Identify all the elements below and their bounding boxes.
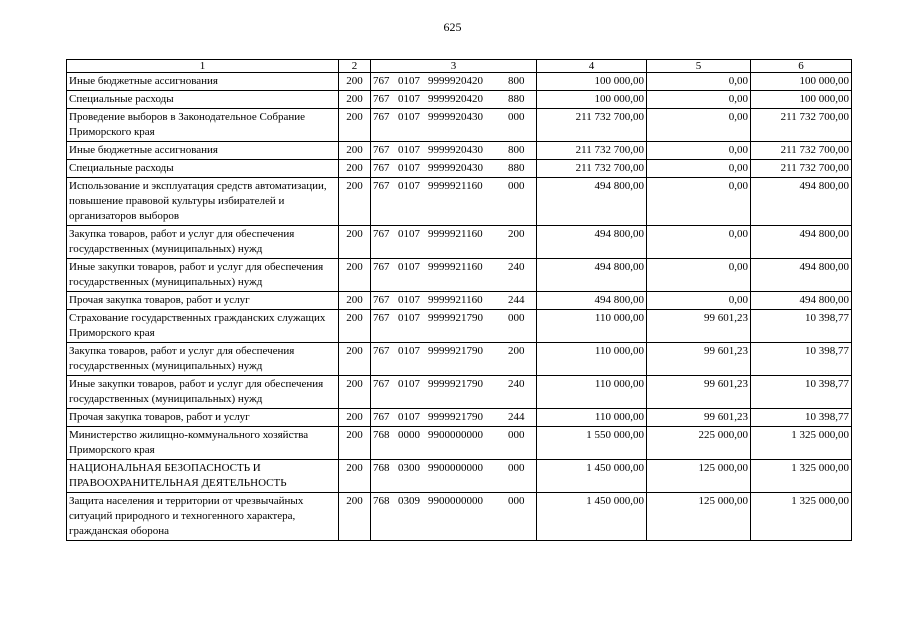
row-amount-6: 10 398,77	[751, 409, 852, 427]
table-row	[67, 226, 852, 259]
row-amount-5: 0,00	[647, 109, 751, 142]
row-amount-6: 100 000,00	[751, 91, 852, 109]
code-ministry: 767	[373, 93, 390, 105]
code-section: 0107	[398, 93, 420, 105]
row-col2: 200	[339, 427, 371, 460]
table-row	[67, 259, 852, 292]
table-row	[67, 91, 852, 109]
code-ministry: 768	[373, 429, 390, 441]
row-col2: 200	[339, 310, 371, 343]
row-name: Проведение выборов в Законодательное Собрание Приморского края	[67, 109, 339, 142]
row-amount-6: 10 398,77	[751, 343, 852, 376]
row-amount-4: 1 450 000,00	[537, 493, 647, 541]
row-col2: 200	[339, 376, 371, 409]
table-row	[67, 427, 852, 460]
row-amount-4: 110 000,00	[537, 310, 647, 343]
row-amount-5: 0,00	[647, 142, 751, 160]
code-kind: 000	[508, 429, 525, 441]
row-code	[371, 310, 537, 343]
code-ministry: 767	[373, 294, 390, 306]
table-body	[67, 60, 852, 541]
code-target: 9999920420	[428, 75, 483, 87]
header-cell-1: 1	[67, 60, 339, 73]
page-number: 625	[443, 20, 462, 34]
table-row	[67, 109, 852, 142]
row-name: Специальные расходы	[67, 160, 339, 178]
row-amount-6: 1 325 000,00	[751, 427, 852, 460]
row-amount-5: 225 000,00	[647, 427, 751, 460]
row-amount-4: 1 450 000,00	[537, 460, 647, 493]
row-code	[371, 292, 537, 310]
table-row	[67, 292, 852, 310]
row-amount-5: 0,00	[647, 160, 751, 178]
row-col2: 200	[339, 259, 371, 292]
code-target: 9999920430	[428, 111, 483, 123]
row-col2: 200	[339, 73, 371, 91]
row-amount-4: 211 732 700,00	[537, 160, 647, 178]
row-name: Министерство жилищно-коммунального хозяйства Приморского края	[67, 427, 339, 460]
code-kind: 240	[508, 378, 525, 390]
header-cell-6: 6	[751, 60, 852, 73]
row-amount-5: 0,00	[647, 226, 751, 259]
code-kind: 880	[508, 93, 525, 105]
header-cell-2: 2	[339, 60, 371, 73]
code-section: 0107	[398, 411, 420, 423]
row-col2: 200	[339, 292, 371, 310]
header-row	[67, 60, 852, 73]
row-amount-5: 0,00	[647, 292, 751, 310]
code-ministry: 767	[373, 228, 390, 240]
table-row	[67, 409, 852, 427]
row-amount-5: 99 601,23	[647, 376, 751, 409]
code-ministry: 767	[373, 180, 390, 192]
code-target: 9999921160	[428, 294, 483, 306]
row-name: Прочая закупка товаров, работ и услуг	[67, 409, 339, 427]
row-amount-6: 10 398,77	[751, 310, 852, 343]
code-ministry: 767	[373, 144, 390, 156]
code-target: 9900000000	[428, 429, 483, 441]
row-amount-6: 1 325 000,00	[751, 460, 852, 493]
code-target: 9999920430	[428, 162, 483, 174]
row-name: Прочая закупка товаров, работ и услуг	[67, 292, 339, 310]
row-amount-4: 1 550 000,00	[537, 427, 647, 460]
code-target: 9900000000	[428, 462, 483, 474]
row-amount-5: 0,00	[647, 73, 751, 91]
code-kind: 000	[508, 462, 525, 474]
code-section: 0107	[398, 378, 420, 390]
code-section: 0107	[398, 294, 420, 306]
code-target: 9999921160	[428, 180, 483, 192]
row-code	[371, 376, 537, 409]
code-section: 0107	[398, 228, 420, 240]
code-section: 0107	[398, 144, 420, 156]
row-col2: 200	[339, 178, 371, 226]
code-kind: 240	[508, 261, 525, 273]
row-col2: 200	[339, 226, 371, 259]
row-code	[371, 343, 537, 376]
table-row	[67, 343, 852, 376]
code-kind: 000	[508, 312, 525, 324]
row-amount-4: 494 800,00	[537, 178, 647, 226]
row-code	[371, 427, 537, 460]
code-kind: 200	[508, 345, 525, 357]
code-ministry: 767	[373, 111, 390, 123]
table-row	[67, 160, 852, 178]
header-cell-4: 4	[537, 60, 647, 73]
code-ministry: 768	[373, 462, 390, 474]
row-amount-4: 211 732 700,00	[537, 142, 647, 160]
row-name: Защита населения и территории от чрезвычайных ситуаций природного и техногенного характера, гражданская оборона	[67, 493, 339, 541]
row-col2: 200	[339, 142, 371, 160]
code-section: 0300	[398, 462, 420, 474]
row-amount-4: 494 800,00	[537, 259, 647, 292]
table-row	[67, 376, 852, 409]
code-target: 9999921790	[428, 312, 483, 324]
row-amount-5: 125 000,00	[647, 493, 751, 541]
code-section: 0309	[398, 495, 420, 507]
code-section: 0107	[398, 261, 420, 273]
code-kind: 244	[508, 294, 525, 306]
row-code	[371, 178, 537, 226]
code-ministry: 768	[373, 495, 390, 507]
row-code	[371, 259, 537, 292]
row-amount-4: 100 000,00	[537, 73, 647, 91]
table-row	[67, 73, 852, 91]
row-col2: 200	[339, 160, 371, 178]
table-row	[67, 460, 852, 493]
header-cell-5: 5	[647, 60, 751, 73]
row-code	[371, 73, 537, 91]
row-amount-4: 494 800,00	[537, 226, 647, 259]
code-kind: 000	[508, 180, 525, 192]
code-target: 9999920430	[428, 144, 483, 156]
code-target: 9999921790	[428, 345, 483, 357]
row-amount-5: 0,00	[647, 178, 751, 226]
code-ministry: 767	[373, 261, 390, 273]
code-kind: 200	[508, 228, 525, 240]
code-target: 9999921790	[428, 411, 483, 423]
row-code	[371, 493, 537, 541]
row-code	[371, 226, 537, 259]
row-amount-6: 1 325 000,00	[751, 493, 852, 541]
row-col2: 200	[339, 109, 371, 142]
code-kind: 800	[508, 75, 525, 87]
row-name: Иные закупки товаров, работ и услуг для обеспечения государственных (муниципальных) нужд	[67, 376, 339, 409]
row-name: Специальные расходы	[67, 91, 339, 109]
row-amount-6: 211 732 700,00	[751, 142, 852, 160]
row-amount-6: 211 732 700,00	[751, 160, 852, 178]
code-kind: 880	[508, 162, 525, 174]
row-amount-4: 110 000,00	[537, 409, 647, 427]
code-kind: 244	[508, 411, 525, 423]
row-amount-6: 494 800,00	[751, 178, 852, 226]
table-row	[67, 310, 852, 343]
row-amount-5: 99 601,23	[647, 409, 751, 427]
row-amount-6: 494 800,00	[751, 292, 852, 310]
row-amount-5: 0,00	[647, 91, 751, 109]
code-section: 0107	[398, 312, 420, 324]
row-code	[371, 142, 537, 160]
row-name: Иные закупки товаров, работ и услуг для обеспечения государственных (муниципальных) нужд	[67, 259, 339, 292]
table-row	[67, 493, 852, 541]
code-section: 0107	[398, 162, 420, 174]
row-amount-4: 100 000,00	[537, 91, 647, 109]
row-col2: 200	[339, 91, 371, 109]
code-ministry: 767	[373, 312, 390, 324]
row-amount-6: 494 800,00	[751, 259, 852, 292]
row-name: Закупка товаров, работ и услуг для обеспечения государственных (муниципальных) нужд	[67, 343, 339, 376]
code-section: 0107	[398, 180, 420, 192]
row-name: Страхование государственных гражданских служащих Приморского края	[67, 310, 339, 343]
code-ministry: 767	[373, 411, 390, 423]
row-amount-6: 100 000,00	[751, 73, 852, 91]
row-amount-5: 0,00	[647, 259, 751, 292]
row-code	[371, 460, 537, 493]
row-name: Использование и эксплуатация средств автоматизации, повышение правовой культуры избирателей и организаторов выборов	[67, 178, 339, 226]
row-col2: 200	[339, 460, 371, 493]
code-ministry: 767	[373, 75, 390, 87]
row-amount-6: 10 398,77	[751, 376, 852, 409]
code-section: 0107	[398, 75, 420, 87]
row-name: Закупка товаров, работ и услуг для обеспечения государственных (муниципальных) нужд	[67, 226, 339, 259]
row-code	[371, 91, 537, 109]
row-amount-4: 110 000,00	[537, 376, 647, 409]
code-ministry: 767	[373, 162, 390, 174]
row-code	[371, 409, 537, 427]
row-name: Иные бюджетные ассигнования	[67, 142, 339, 160]
row-amount-4: 110 000,00	[537, 343, 647, 376]
row-amount-4: 494 800,00	[537, 292, 647, 310]
code-kind: 800	[508, 144, 525, 156]
table-row	[67, 142, 852, 160]
row-code	[371, 160, 537, 178]
code-kind: 000	[508, 111, 525, 123]
row-code	[371, 109, 537, 142]
budget-table	[66, 59, 852, 541]
code-kind: 000	[508, 495, 525, 507]
code-ministry: 767	[373, 345, 390, 357]
row-col2: 200	[339, 409, 371, 427]
row-amount-6: 211 732 700,00	[751, 109, 852, 142]
header-cell-3: 3	[371, 60, 537, 73]
code-target: 9999921160	[428, 228, 483, 240]
code-ministry: 767	[373, 378, 390, 390]
row-col2: 200	[339, 493, 371, 541]
table-row	[67, 178, 852, 226]
code-target: 9999921160	[428, 261, 483, 273]
row-amount-5: 99 601,23	[647, 310, 751, 343]
row-name: Иные бюджетные ассигнования	[67, 73, 339, 91]
code-section: 0107	[398, 111, 420, 123]
code-section: 0000	[398, 429, 420, 441]
row-amount-5: 125 000,00	[647, 460, 751, 493]
code-target: 9900000000	[428, 495, 483, 507]
row-amount-4: 211 732 700,00	[537, 109, 647, 142]
code-target: 9999921790	[428, 378, 483, 390]
code-section: 0107	[398, 345, 420, 357]
code-target: 9999920420	[428, 93, 483, 105]
row-amount-5: 99 601,23	[647, 343, 751, 376]
row-col2: 200	[339, 343, 371, 376]
row-name: НАЦИОНАЛЬНАЯ БЕЗОПАСНОСТЬ И ПРАВООХРАНИТЕЛЬНАЯ ДЕЯТЕЛЬНОСТЬ	[67, 460, 339, 493]
row-amount-6: 494 800,00	[751, 226, 852, 259]
